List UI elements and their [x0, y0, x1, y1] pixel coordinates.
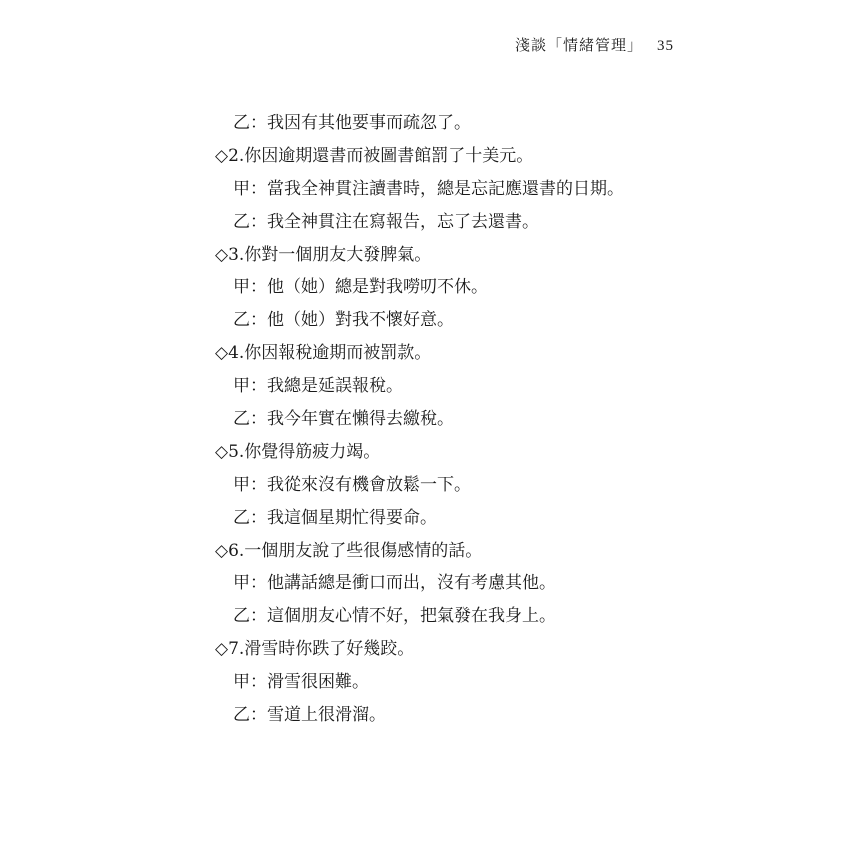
answer-line: 乙：雪道上很滑溜。 [233, 705, 386, 726]
running-header [515, 34, 674, 55]
page-body [0, 107, 850, 732]
answer-line: 乙：我全神貫注在寫報告，忘了去還書。 [233, 211, 539, 232]
answer-line: 乙：這個朋友心情不好，把氣發在我身上。 [233, 606, 556, 627]
answer-line: 甲：我從來沒有機會放鬆一下。 [233, 474, 471, 495]
question-line: ◇3.你對一個朋友大發脾氣。 [215, 244, 432, 265]
header-title: 淺談「情緒管理」 [514, 36, 643, 54]
question-line: ◇2.你因逾期還書而被圖書館罰了十美元。 [215, 145, 534, 166]
question-line: ◇4.你因報稅逾期而被罰款。 [215, 343, 432, 364]
answer-line: 乙：他（她）對我不懷好意。 [233, 310, 454, 331]
answer-line: 乙：我這個星期忙得要命。 [233, 507, 437, 528]
answer-line: 甲：我總是延誤報稅。 [233, 376, 403, 397]
question-line: ◇6.一個朋友說了些很傷感情的話。 [215, 540, 483, 561]
question-line: ◇7.滑雪時你跌了好幾跤。 [215, 639, 415, 660]
page-number: 35 [657, 38, 674, 54]
answer-line: 甲：滑雪很困難。 [233, 672, 369, 693]
answer-line: 甲：當我全神貫注讀書時，總是忘記應還書的日期。 [233, 178, 624, 199]
answer-line: 乙：我今年實在懶得去繳稅。 [233, 409, 454, 430]
answer-line: 乙：我因有其他要事而疏忽了。 [233, 113, 471, 133]
answer-line: 甲：他講話總是衝口而出，沒有考慮其他。 [233, 573, 556, 594]
question-line: ◇5.你覺得筋疲力竭。 [215, 441, 381, 462]
answer-line: 甲：他（她）總是對我嘮叨不休。 [233, 277, 488, 298]
